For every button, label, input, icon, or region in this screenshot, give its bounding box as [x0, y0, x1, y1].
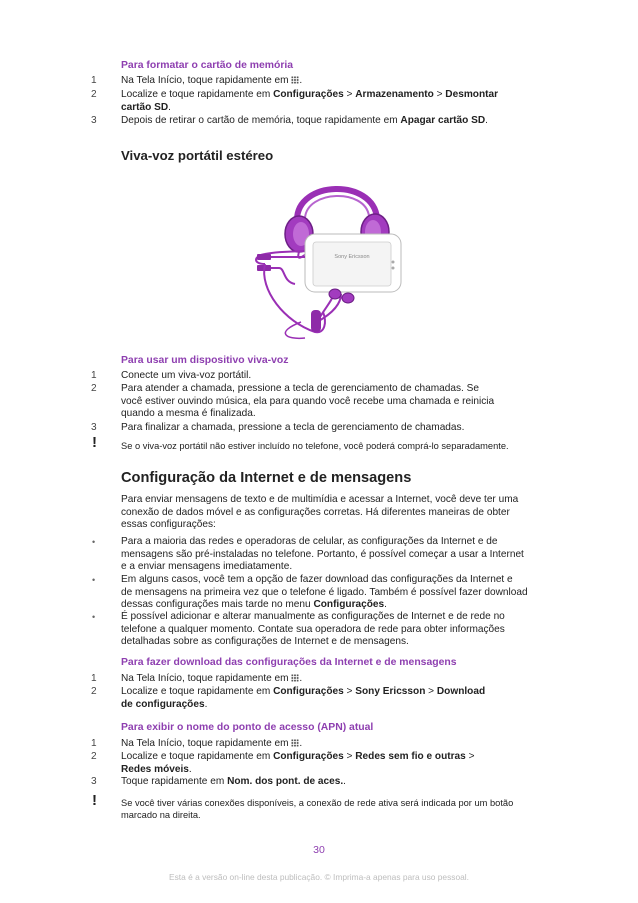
- step-text: Na Tela Início, toque rapidamente em .: [121, 738, 303, 749]
- note-text: Se você tiver várias conexões disponíveis, a conexão de rede ativa será indicada por um botão marcado na direita.: [121, 798, 514, 821]
- step-number: 1: [91, 75, 97, 86]
- step-number: 1: [91, 370, 97, 381]
- step-text: Localize e toque rapidamente em Configurações > Redes sem fio e outras > Redes móveis.: [121, 751, 475, 775]
- plug-left: [257, 254, 271, 260]
- subheading-download-settings: Para fazer download das configurações da Internet e de mensagens: [121, 657, 457, 668]
- bullet: •: [92, 537, 96, 547]
- exclamation-icon: !: [92, 792, 97, 809]
- exclamation-icon: !: [92, 434, 97, 451]
- step-text: Para atender a chamada, pressione a tecla de gerenciamento de chamadas. Se você estiver ouvindo música, ela para quando você recebe uma chamada e reinicia quando a mesma é finalizada.: [121, 383, 495, 420]
- phone-brand-label: Sony Ericsson: [334, 254, 370, 260]
- bullet: •: [92, 612, 96, 622]
- step-text: Localize e toque rapidamente em Configurações > Armazenamento > Desmontar cartão SD.: [121, 89, 499, 113]
- step-number: 2: [91, 751, 97, 762]
- earbud-left: [329, 289, 341, 299]
- page-number: 30: [313, 844, 325, 856]
- step-text: Para finalizar a chamada, pressione a tecla de gerenciamento de chamadas.: [121, 422, 465, 433]
- earbud-right: [342, 293, 354, 303]
- section-heading-internet: Configuração da Internet e de mensagens: [121, 470, 412, 486]
- bullet-text: É possível adicionar e alterar manualmente as configurações de Internet e de rede no telefone a qualquer momento. Contate sua operadora de rede para obter informações detalhadas sobre as configurações de Internet e de mensagens.: [121, 611, 505, 648]
- section-heading-headset: Viva-voz portátil estéreo: [121, 148, 274, 163]
- intro-paragraph: Para enviar mensagens de texto e de multimídia e acessar a Internet, você deve ter uma conexão de dados móvel e as configurações corretas. Há diferentes maneiras de obter essas configurações:: [121, 494, 519, 531]
- phone-image: [305, 234, 401, 292]
- bullet: •: [92, 575, 96, 585]
- step-number: 2: [91, 383, 97, 394]
- step-text: Conecte um viva-voz portátil.: [121, 370, 252, 381]
- subheading-use-headset: Para usar um dispositivo viva-voz: [121, 355, 289, 366]
- footer-note: Esta é a versão on-line desta publicação. © Imprima-a apenas para uso pessoal.: [169, 872, 469, 882]
- step-text: Na Tela Início, toque rapidamente em .: [121, 673, 303, 684]
- note-text: Se o viva-voz portátil não estiver incluído no telefone, você poderá comprá-lo separadamente.: [121, 441, 509, 451]
- bullet-text: Para a maioria das redes e operadoras de celular, as configurações da Internet e de mensagens são pré-instaladas no telefone. Portanto, é possível começar a usar a Internet e a enviar mensagens imediatamente.: [121, 536, 524, 573]
- step-text: Depois de retirar o cartão de memória, toque rapidamente em Apagar cartão SD.: [121, 115, 488, 126]
- step-number: 1: [91, 673, 97, 684]
- call-handling-key: [311, 310, 321, 332]
- step-number: 2: [91, 686, 97, 697]
- step-text: Na Tela Início, toque rapidamente em .: [121, 75, 303, 86]
- headset-illustration: [245, 172, 405, 344]
- step-number: 2: [91, 89, 97, 100]
- step-number: 1: [91, 738, 97, 749]
- step-number: 3: [91, 776, 97, 787]
- step-text: Toque rapidamente em Nom. dos pont. de aces..: [121, 776, 346, 787]
- subheading-apn: Para exibir o nome do ponto de acesso (APN) atual: [121, 722, 374, 733]
- step-text: Localize e toque rapidamente em Configurações > Sony Ericsson > Download de configurações.: [121, 686, 486, 710]
- headband: [297, 189, 377, 220]
- step-number: 3: [91, 115, 97, 126]
- subheading-format-card: Para formatar o cartão de memória: [121, 60, 294, 71]
- step-number: 3: [91, 422, 97, 433]
- bullet-text: Em alguns casos, você tem a opção de fazer download das configurações da Internet e de mensagens na primeira vez que o telefone é ligado. Também é possível fazer download dessas configurações mais tarde no menu Configurações.: [121, 574, 528, 611]
